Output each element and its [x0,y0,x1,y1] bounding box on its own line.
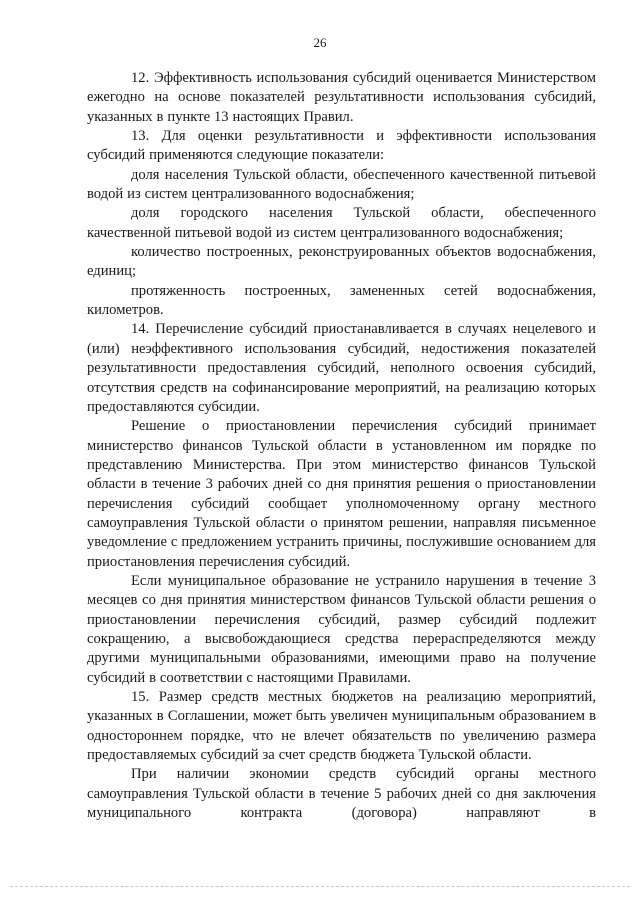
indicator-population-share: доля населения Тульской области, обеспеченного качественной питьевой водой из систем централизованного водоснабжения; [87,166,596,203]
scan-edge-line [10,886,630,887]
indicator-urban-population-share: доля городского населения Тульской области, обеспеченного качественной питьевой водой из систем централизованного водоснабжения; [87,205,596,241]
indicator-network-length: протяженность построенных, замененных сетей водоснабжения, километров. [87,282,596,319]
document-body [87,69,596,823]
paragraph-violation-not-fixed: Если муниципальное образование не устранило нарушения в течение 3 месяцев со дня принятия министерством финансов Тульской области решения о приостановлении перечисления субсидий, размер субсидий подлежит сокращению, а высвобождающиеся средства перераспределяются между другими муниципальными образованиями, имеющими право на получение субсидий в соответствии с настоящими Правилами. [87,572,596,686]
paragraph-savings: При наличии экономии средств субсидий органы местного самоуправления Тульской области в течение 5 рабочих дней со дня заключения муниципального контракта (договора) направляют в [87,766,596,822]
paragraph-item-14: 14. Перечисление субсидий приостанавливается в случаях нецелевого и (или) неэффективного использования субсидий, недостижения показателей результативности предоставления субсидий, неполного освоения субсидий, отсутствия средств на софинансирование мероприятий, на реализацию которых предоставляются субсидии. [87,321,596,415]
paragraph-item-12: 12. Эффективность использования субсидий оценивается Министерством ежегодно на основе показателей результативности использования субсидий, указанных в пункте 13 настоящих Правил. [87,70,596,125]
paragraph-item-13: 13. Для оценки результативности и эффективности использования субсидий применяются следующие показатели: [87,128,596,164]
page-number: 26 [313,35,327,50]
paragraph-suspension-decision: Решение о приостановлении перечисления субсидий принимает министерство финансов Тульской области в установленном им порядке по представлению Министерства. При этом министерство финансов Тульской области в течение 3 рабочих дней со дня принятия решения о приостановлении перечисления субсидий сообщает уполномоченному органу местного самоуправления Тульской области о принятом решении, направляя письменное уведомление с предложением устранить причины, послужившие основанием для приостановления перечисления субсидий. [87,418,596,570]
indicator-facilities-count: количество построенных, реконструированных объектов водоснабжения, единиц; [87,244,596,280]
paragraph-item-15: 15. Размер средств местных бюджетов на реализацию мероприятий, указанных в Соглашении, может быть увеличен муниципальным образованием в одностороннем порядке, что не влечет обязательств по увеличению размера предоставляемых субсидий за счет средств бюджета Тульской области. [87,689,596,764]
